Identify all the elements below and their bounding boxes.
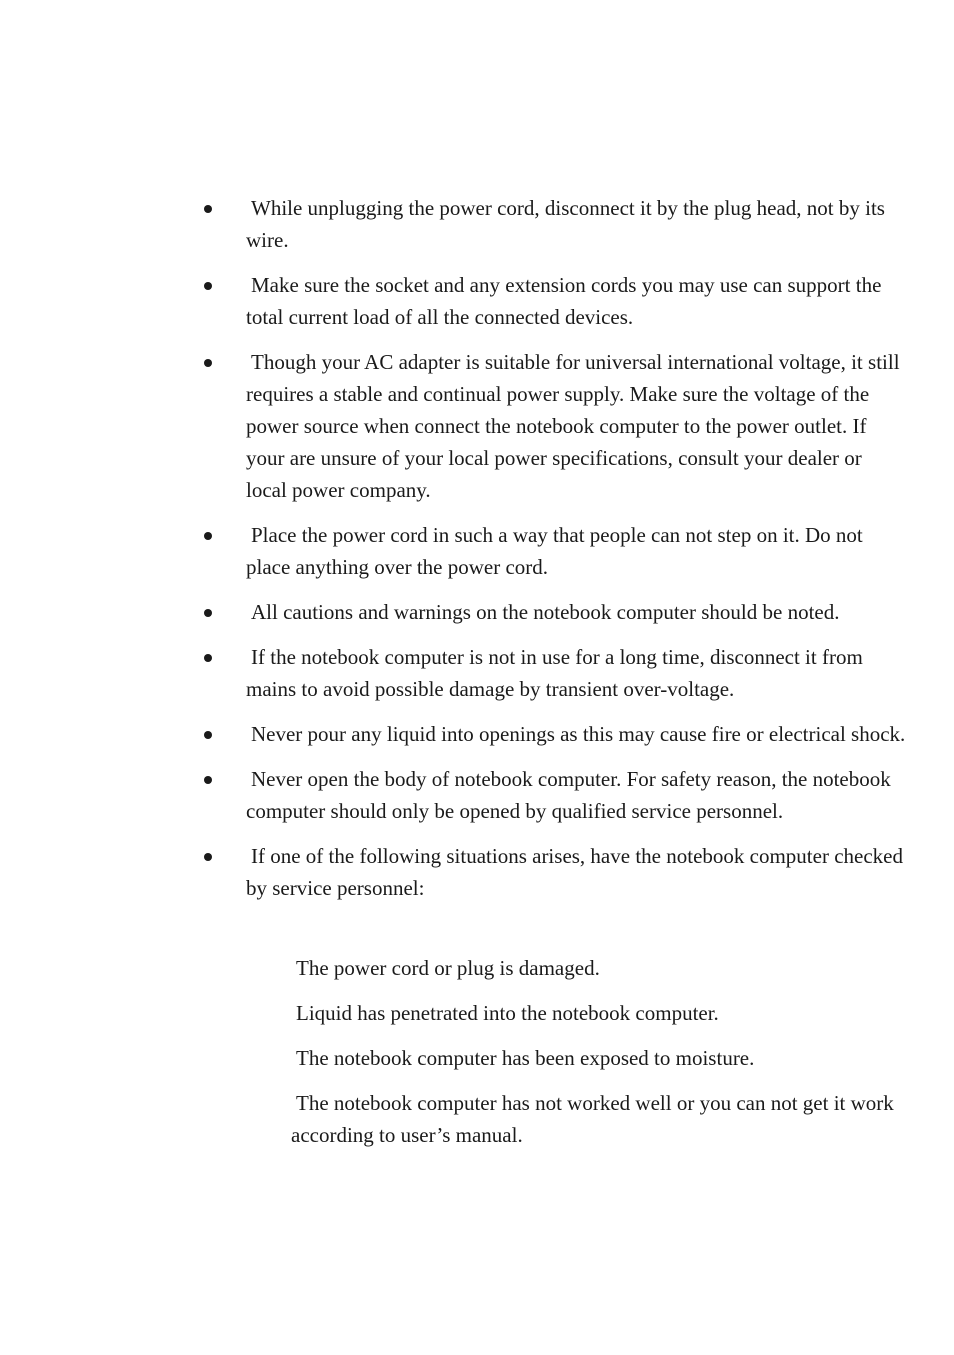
bullet-text: Make sure the socket and any extension cords you may use can support the total current load of all the connected devices. <box>246 273 882 329</box>
bullet-icon <box>204 609 212 617</box>
bullet-text: If the notebook computer is not in use for a long time, disconnect it from mains to avoid possible damage by transient over-voltage. <box>246 645 863 701</box>
bullet-item-not-in-use <box>0 641 954 705</box>
bullet-item-cautions <box>0 596 954 628</box>
bullet-item-liquid <box>0 718 954 750</box>
bullet-icon <box>204 205 212 213</box>
bullet-item-ac-adapter <box>0 346 954 506</box>
sub-item-liquid-penetrated <box>0 997 954 1029</box>
bullet-icon <box>204 853 212 861</box>
bullet-icon <box>204 654 212 662</box>
bullet-item-unplug <box>0 192 954 256</box>
bullet-text: While unplugging the power cord, disconnect it by the plug head, not by its wire. <box>246 196 885 252</box>
bullet-item-socket-load <box>0 269 954 333</box>
bullet-text: Place the power cord in such a way that people can not step on it. Do not place anything over the power cord. <box>246 523 863 579</box>
sub-item-power-cord-damaged <box>0 952 954 984</box>
bullet-text: Never open the body of notebook computer. For safety reason, the notebook computer should only be opened by qualified service personnel. <box>246 767 891 823</box>
bullet-icon <box>204 776 212 784</box>
sub-item-text: The power cord or plug is damaged. <box>296 956 600 980</box>
sub-item-moisture <box>0 1042 954 1074</box>
bullet-icon <box>204 731 212 739</box>
bullet-icon <box>204 359 212 367</box>
bullet-text: Though your AC adapter is suitable for universal international voltage, it still requires a stable and continual power supply. Make sure the voltage of the power source when connect the notebook computer to the power outlet. If your are unsure of your local power specifications, consult your dealer or local power company. <box>246 350 900 502</box>
bullet-icon <box>204 532 212 540</box>
bullet-text: If one of the following situations arises, have the notebook computer checked by service personnel: <box>246 844 903 900</box>
sub-item-text: The notebook computer has not worked well or you can not get it work according to user’s manual. <box>291 1091 894 1147</box>
sub-item-text: The notebook computer has been exposed to moisture. <box>296 1046 755 1070</box>
bullet-text: Never pour any liquid into openings as this may cause fire or electrical shock. <box>251 722 906 746</box>
service-situations-list <box>0 952 954 1164</box>
bullet-item-open-body <box>0 763 954 827</box>
bullet-text: All cautions and warnings on the notebook computer should be noted. <box>251 600 840 624</box>
bullet-icon <box>204 282 212 290</box>
sub-item-text: Liquid has penetrated into the notebook computer. <box>296 1001 719 1025</box>
sub-item-not-working <box>0 1087 954 1151</box>
bullet-item-power-cord-placement <box>0 519 954 583</box>
safety-bullet-list <box>0 192 954 917</box>
bullet-item-service-situations <box>0 840 954 904</box>
